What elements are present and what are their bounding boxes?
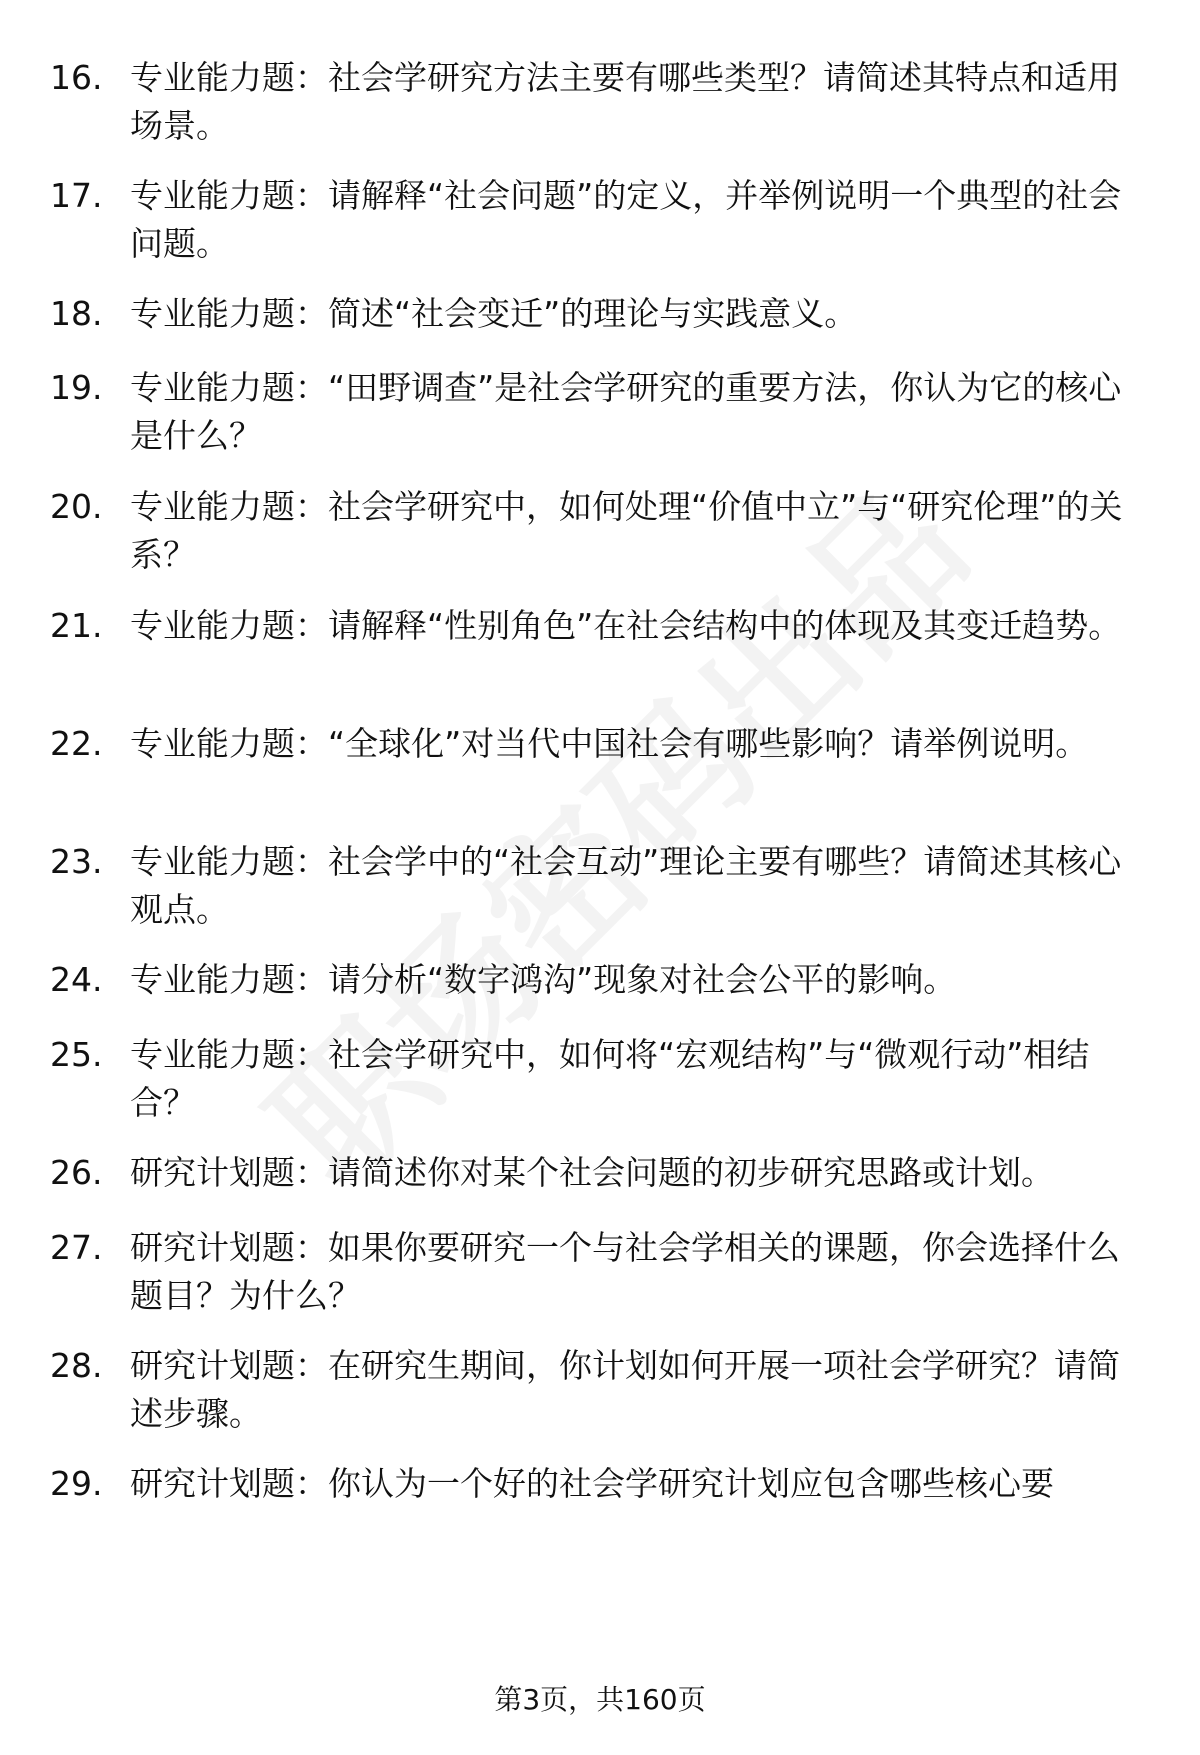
question-text: 研究计划题：如果你要研究一个与社会学相关的课题，你会选择什么题目？为什么？ (130, 1228, 1120, 1315)
question-text: 专业能力题：请解释“性别角色”在社会结构中的体现及其变迁趋势。 (130, 606, 1122, 645)
question-number: 17. (50, 176, 103, 215)
question-number: 26. (50, 1153, 103, 1192)
question-number: 22. (50, 724, 103, 763)
question-text: 研究计划题：请简述你对某个社会问题的初步研究思路或计划。 (130, 1153, 1054, 1192)
question-number: 29. (50, 1464, 103, 1503)
question-number: 21. (50, 606, 103, 645)
question-number: 20. (50, 487, 103, 526)
question-number: 19. (50, 368, 103, 407)
question-text: 专业能力题：社会学研究方法主要有哪些类型？请简述其特点和适用场景。 (130, 58, 1120, 145)
question-number: 18. (50, 294, 103, 333)
question-text: 专业能力题：请解释“社会问题”的定义，并举例说明一个典型的社会问题。 (130, 176, 1122, 263)
question-text: 专业能力题：请分析“数字鸿沟”现象对社会公平的影响。 (130, 960, 957, 999)
question-number: 23. (50, 842, 103, 881)
page-footer: 第3页，共160页 (494, 1683, 706, 1716)
question-text: 专业能力题：简述“社会变迁”的理论与实践意义。 (130, 294, 858, 333)
question-text: 专业能力题：社会学研究中，如何将“宏观结构”与“微观行动”相结合？ (130, 1035, 1090, 1122)
question-number: 16. (50, 58, 103, 97)
question-number: 25. (50, 1035, 103, 1074)
question-number: 27. (50, 1228, 103, 1267)
question-text: 专业能力题：社会学中的“社会互动”理论主要有哪些？请简述其核心观点。 (130, 842, 1122, 929)
question-text: 研究计划题：你认为一个好的社会学研究计划应包含哪些核心要 (130, 1464, 1054, 1503)
question-text: 专业能力题：“全球化”对当代中国社会有哪些影响？请举例说明。 (130, 724, 1089, 763)
question-text: 研究计划题：在研究生期间，你计划如何开展一项社会学研究？请简述步骤。 (130, 1346, 1120, 1433)
question-number: 28. (50, 1346, 103, 1385)
question-number: 24. (50, 960, 103, 999)
question-text: 专业能力题：社会学研究中，如何处理“价值中立”与“研究伦理”的关系？ (130, 487, 1123, 574)
question-text: 专业能力题：“田野调查”是社会学研究的重要方法，你认为它的核心是什么？ (130, 368, 1122, 455)
